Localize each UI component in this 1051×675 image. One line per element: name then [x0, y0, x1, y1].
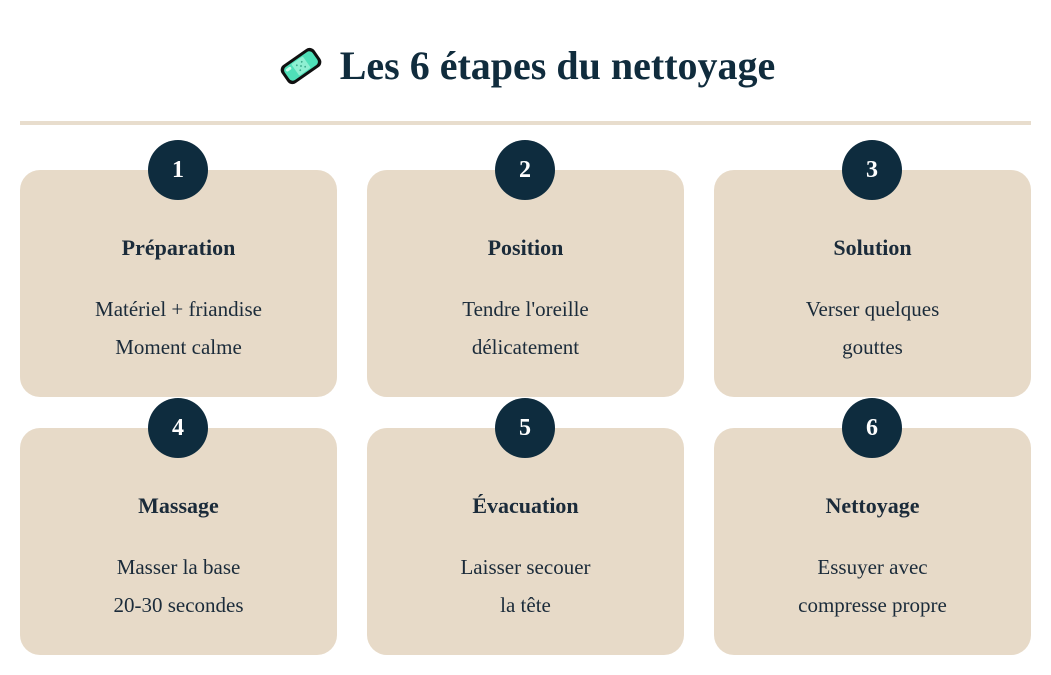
step-description-line: Verser quelques — [805, 297, 940, 321]
step-description-line: Masser la base — [116, 555, 241, 579]
step-description-line: Moment calme — [115, 335, 242, 359]
step-number-badge: 6 — [842, 398, 902, 458]
step-title: Évacuation — [472, 493, 579, 518]
step-description — [20, 548, 337, 624]
bandage-icon — [276, 41, 326, 91]
step-number-badge: 3 — [842, 140, 902, 200]
step-description-line: Matériel + friandise — [95, 297, 262, 321]
page-title: Les 6 étapes du nettoyage — [339, 43, 776, 88]
step-title: Position — [487, 235, 564, 260]
step-description-line: Essuyer avec — [817, 555, 928, 579]
step-number-badge: 4 — [148, 398, 208, 458]
step-item — [714, 140, 1031, 398]
step-item — [367, 140, 684, 398]
step-title: Massage — [138, 493, 219, 518]
step-description — [20, 290, 337, 366]
step-description-line: la tête — [500, 593, 551, 617]
step-item — [20, 140, 337, 398]
step-number-badge: 2 — [495, 140, 555, 200]
step-description-line: compresse propre — [798, 593, 947, 617]
step-description — [714, 290, 1031, 366]
header-divider — [20, 121, 1031, 125]
step-description-line: Tendre l'oreille — [462, 297, 589, 321]
step-description-line: 20-30 secondes — [113, 593, 244, 617]
step-title: Préparation — [121, 235, 236, 260]
step-number-badge: 5 — [495, 398, 555, 458]
step-title: Solution — [833, 235, 912, 260]
step-description-line: gouttes — [842, 335, 903, 359]
step-description — [714, 548, 1031, 624]
step-number-badge: 1 — [148, 140, 208, 200]
page-header — [0, 36, 1051, 96]
step-description-line: Laisser secouer — [460, 555, 591, 579]
step-description — [367, 290, 684, 366]
step-description — [367, 548, 684, 624]
step-title: Nettoyage — [825, 493, 920, 518]
step-item — [367, 398, 684, 656]
step-description-line: délicatement — [471, 335, 580, 359]
step-item — [20, 398, 337, 656]
step-item — [714, 398, 1031, 656]
steps-grid — [20, 140, 1031, 656]
